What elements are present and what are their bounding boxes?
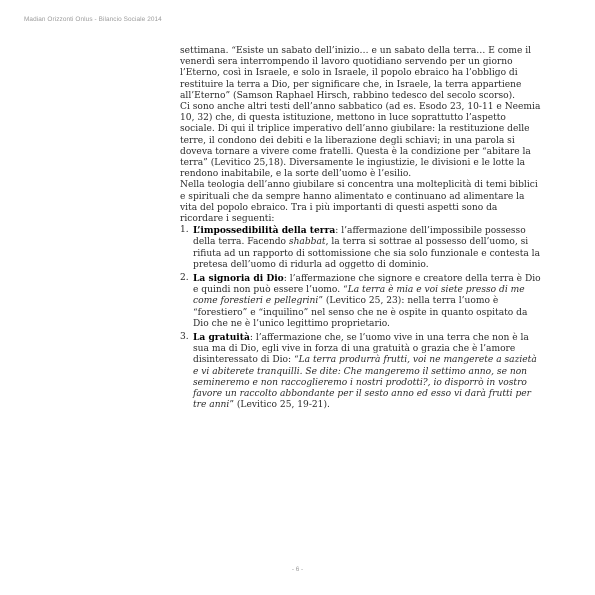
list-number: 3.: [180, 332, 189, 343]
list-item-title: La gratuità: [193, 332, 250, 344]
list-item: [180, 332, 542, 411]
list-item: [180, 225, 542, 271]
numbered-list: [180, 225, 542, 411]
list-item-italic: La terra è mia e voi siete presso di me come forestieri e pellegrini: [193, 285, 525, 307]
list-item-text: : l’affermazione che, se l’uomo vive in una terra che non è la sua ma di Dio, egli vive in forza di una gratuità o grazia che è l’amore disinteressato di Dio: “: [193, 333, 529, 366]
page-header: Madian Orizzonti Onlus - Bilancio Sociale 2014: [24, 16, 162, 23]
paragraph: settimana. “Esiste un sabato dell’inizio… e un sabato della terra… E come il venerdì sera interrompendo il lavoro quotidiano servendo per un giorno l’Eterno, così in Israele, e solo in Israele, il popolo ebraico ha l’obbligo di restituire la terra a Dio, per significare che, in Israele, la terra appartiene all’Eterno” (Samson Raphael Hirsch, rabbino tedesco del secolo scorso).: [180, 46, 532, 101]
page-number: - 6 -: [291, 566, 304, 573]
list-item-text: ” (Levitico 25, 23): nella terra l’uomo è “forestiero” e “inquilino” nel senso che ne è ospite in quanto ospitato da Dio che ne è l’unico legittimo proprietario.: [193, 296, 528, 329]
list-number: 1.: [180, 225, 189, 236]
list-item-text: : l’affermazione dell’impossibile possesso della terra. Facendo: [193, 226, 526, 248]
list-item-text: , la terra si sottrae al possesso dell’uomo, si rifiuta ad un rapporto di sottomissione che sia solo funzionale e contesta la pretesa dell’uomo di ridurla ad oggetto di dominio.: [193, 237, 540, 270]
list-item-title: La signoria di Dio: [193, 273, 284, 285]
list-item-italic: La terra produrrà frutti, voi ne mangerete a sazietà e vi abiterete tranquilli. Se dite: Che mangeremo il settimo anno, se non semineremo e non raccoglieremo i nostri prodotti?, io disporrò in vostro favore un raccolto abbondante per il sesto anno ed esso vi darà frutti per tre anni: [193, 355, 537, 411]
list-item-text: : l’affermazione che signore e creatore della terra è Dio e quindi non può essere l’uomo. “: [193, 274, 541, 296]
list-item-text: ” (Levitico 25, 19-21).: [229, 400, 330, 411]
paragraph: Ci sono anche altri testi dell’anno sabbatico (ad es. Esodo 23, 10-11 e Neemia 10, 32) che, di questa istituzione, mettono in luce soprattutto l’aspetto sociale. Di qui il triplice imperativo dell’anno giubilare: la restituzione delle terre, il condono dei debiti e la liberazione degli schiavi; in una parola si doveva tornare a vivere come fratelli. Questa è la condizione per “abitare la terra” (Levitico 25,18). Diversamente le ingiustizie, le divisioni e le lotte la rendono inabitabile, e la sorte dell’uomo è l’esilio.: [180, 102, 541, 180]
list-number: 2.: [180, 273, 189, 284]
list-item-title: L’impossedibilità della terra: [193, 225, 336, 237]
paragraph: Nella teologia dell’anno giubilare si concentra una molteplicità di temi biblici e spirituali che da sempre hanno alimentato e continuano ad alimentare la vita del popolo ebraico. Tra i più importanti di questi aspetti sono da ricordare i seguenti:: [180, 180, 538, 225]
list-item-italic: shabbat: [288, 237, 326, 248]
document-body: [180, 46, 542, 412]
list-item: [180, 273, 542, 330]
